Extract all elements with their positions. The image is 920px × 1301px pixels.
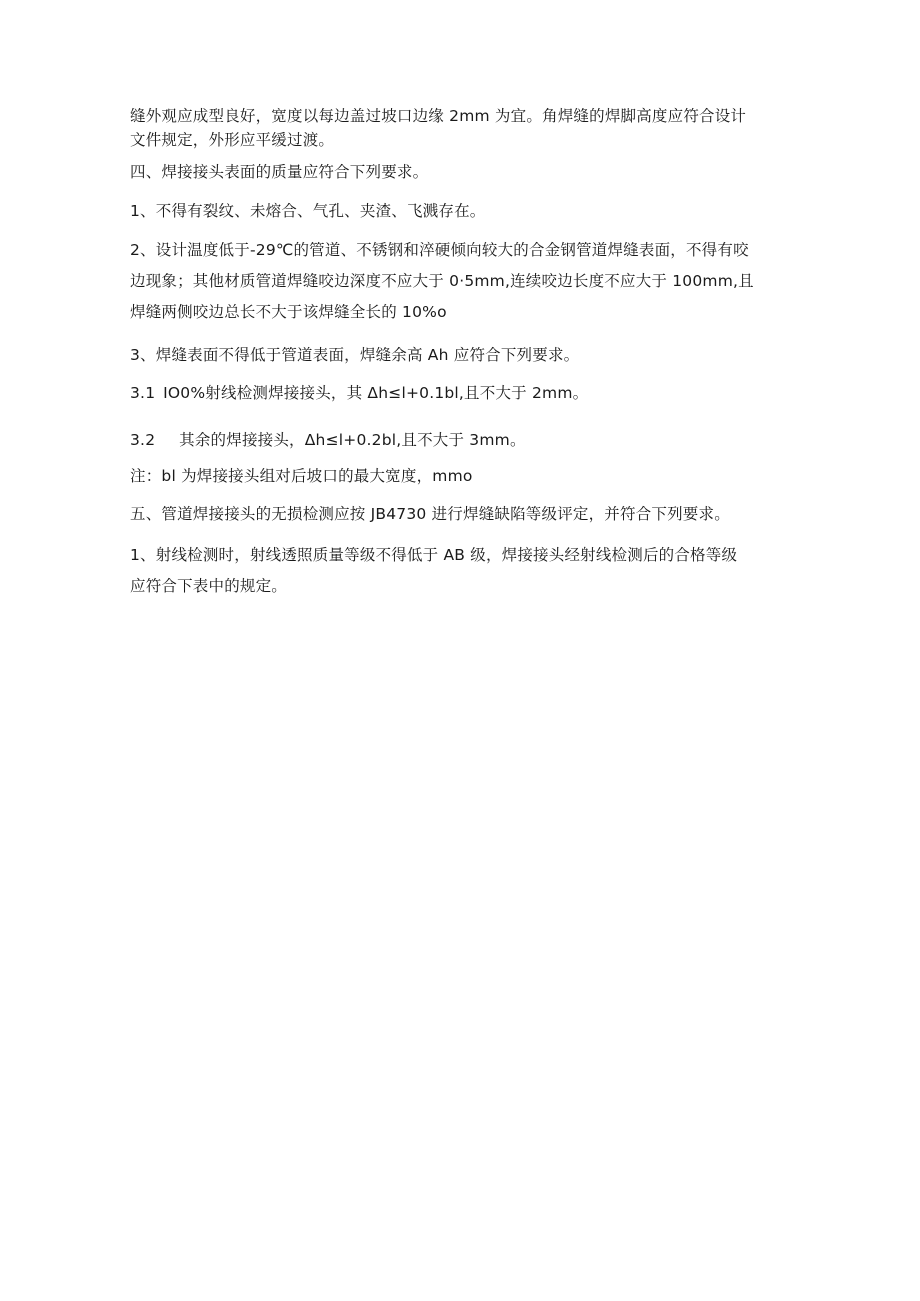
text-line: IO0%射线检测焊接接头，其 Δh≤l+0.1bl,且不大于 2mm。: [163, 384, 589, 402]
section-heading-5: [130, 502, 795, 526]
item-number: 3.2: [130, 431, 156, 449]
list-item-3: [130, 343, 795, 367]
text-line: 四、焊接接头表面的质量应符合下列要求。: [130, 163, 429, 181]
text-line: 应符合下表中的规定。: [130, 577, 288, 595]
text-line: 缝外观应成型良好，宽度以每边盖过坡口边缘 2mm 为宜。角焊缝的焊脚高度应符合设计: [130, 107, 747, 125]
text-line: 1、射线检测时，射线透照质量等级不得低于 AB 级，焊接接头经射线检测后的合格等级: [130, 546, 738, 564]
list-item-5-1: [130, 540, 795, 602]
list-item-2: [130, 235, 795, 328]
text-line: 五、管道焊接接头的无损检测应按 JB4730 进行焊缝缺陷等级评定，并符合下列要求。: [130, 505, 730, 523]
paragraph-weld-appearance: [130, 104, 795, 152]
sub-item-3-2: [130, 428, 795, 452]
text-line: 其余的焊接接头，Δh≤l+0.2bl,且不大于 3mm。: [179, 431, 526, 449]
text-line: 焊缝两侧咬边总长不大于该焊缝全长的 10%o: [130, 303, 447, 321]
text-line: 注：bl 为焊接接头组对后坡口的最大宽度，mmo: [130, 467, 473, 485]
item-number: 3.1: [130, 384, 156, 402]
text-line: 2、设计温度低于-29℃的管道、不锈钢和淬硬倾向较大的合金钢管道焊缝表面，不得有咬: [130, 241, 749, 259]
text-line: 3、焊缝表面不得低于管道表面，焊缝余高 Ah 应符合下列要求。: [130, 346, 580, 364]
text-line: 边现象；其他材质管道焊缝咬边深度不应大于 0·5mm,连续咬边长度不应大于 100mm,且: [130, 272, 754, 290]
sub-item-3-1: [130, 381, 795, 405]
text-line: 1、不得有裂纹、未熔合、气孔、夹渣、飞溅存在。: [130, 202, 486, 220]
list-item-1: [130, 199, 795, 223]
note: [130, 464, 795, 488]
text-line: 文件规定，外形应平缓过渡。: [130, 131, 335, 149]
section-heading-4: [130, 160, 795, 184]
